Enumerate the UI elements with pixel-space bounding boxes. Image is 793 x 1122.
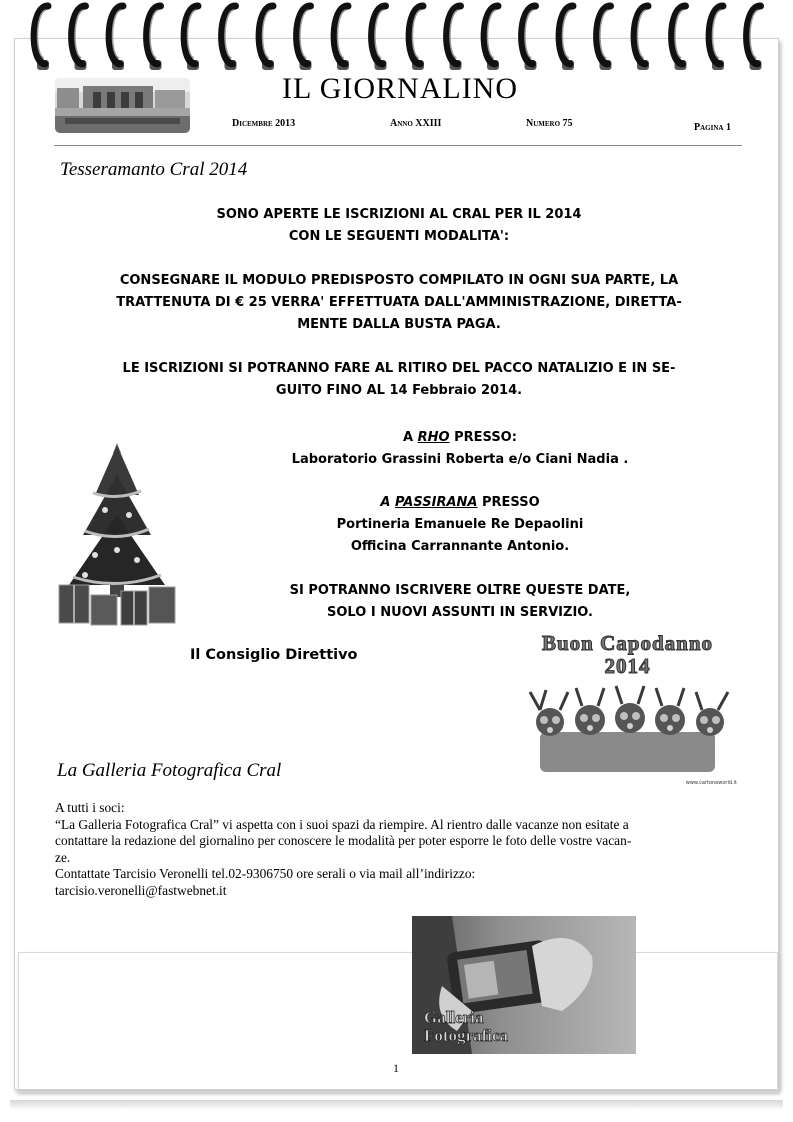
galleria-line: “La Galleria Fotografica Cral” vi aspetta con i suoi spazi da riempire. Al rientro dalle vacanze non esitate a: [55, 816, 629, 832]
page-number: 1: [393, 1061, 399, 1075]
galleria-line: A tutti i soci:: [55, 800, 125, 815]
issue-number: Numero 75: [526, 118, 573, 129]
announcement-intro: [54, 204, 744, 248]
announcement-line: SOLO I NUOVI ASSUNTI IN SERVIZIO.: [327, 605, 593, 620]
announcement-line: MENTE DALLA BUSTA PAGA.: [297, 317, 501, 332]
announcement-line: SONO APERTE LE ISCRIZIONI AL CRAL PER IL 2014: [216, 207, 582, 222]
galleria-line: Contattate Tarcisio Veronelli tel.02-9306750 ore serali o via mail all’indirizzo:: [55, 866, 476, 881]
announcement-line: GUITO FINO AL 14 Febbraio 2014.: [275, 383, 523, 398]
signature-consiglio: Il Consiglio Direttivo: [190, 647, 358, 663]
announcement-line: LE ISCRIZIONI SI POTRANNO FARE AL RITIRO DEL PACCO NATALIZIO E IN SE-: [122, 361, 676, 376]
announcement-dates: [54, 358, 744, 402]
announcement-line: CON LE SEGUENTI MODALITA':: [288, 229, 510, 244]
galleria-line: ze.: [55, 849, 71, 865]
issue-year: Anno XXIII: [390, 118, 442, 129]
rho-place: RHO: [417, 430, 450, 445]
issue-date: Dicembre 2013: [232, 118, 296, 129]
galleria-body: [55, 800, 740, 899]
spiral-binding: [0, 0, 793, 80]
newspaper-title: IL GIORNALINO: [282, 74, 519, 100]
galleria-image-label: Galleria Fotografica: [424, 1008, 509, 1045]
passirana-detail: Portineria Emanuele Re Depaolini: [336, 517, 584, 532]
galleria-line: contattare la redazione del giornalino per conoscere le modalità per poter esporre le foto delle vostre vacan-: [55, 833, 632, 848]
announcement-modulo: [54, 270, 744, 336]
page-label: Pagina 1: [694, 122, 731, 133]
capodanno-site: www.cartoneworld.it: [685, 780, 737, 786]
masthead-photo: [55, 78, 190, 133]
capodanno-image: [510, 632, 745, 792]
header-rule: [54, 145, 742, 146]
capodanno-title: Buon Capodanno 2014: [542, 631, 713, 678]
announcement-line: CONSEGNARE IL MODULO PREDISPOSTO COMPILATO IN OGNI SUA PARTE, LA: [119, 273, 679, 288]
rho-heading: A RHO PRESSO:: [403, 430, 517, 445]
galleria-email[interactable]: tarcisio.veronelli@fastwebnet.it: [55, 882, 227, 898]
announcement-final: [180, 580, 740, 624]
passirana-detail: Officina Carrannante Antonio.: [350, 539, 570, 554]
galleria-title: La Galleria Fotografica Cral: [57, 760, 282, 781]
passirana-heading: A PASSIRANA PRESSO: [380, 495, 540, 510]
galleria-photo: [412, 916, 636, 1054]
christmas-tree-image: [55, 435, 180, 630]
rho-detail: Laboratorio Grassini Roberta e/o Ciani Nadia .: [291, 452, 629, 467]
passirana-place: PASSIRANA: [394, 495, 478, 510]
tesseramento-title: Tesseramanto Cral 2014: [60, 159, 248, 180]
passirana-location: [180, 492, 740, 558]
reindeer-illustration: [510, 682, 745, 787]
announcement-line: TRATTENUTA DI € 25 VERRA' EFFETTUATA DALL'AMMINISTRAZIONE, DIRETTA-: [116, 295, 682, 310]
announcement-line: SI POTRANNO ISCRIVERE OLTRE QUESTE DATE,: [289, 583, 631, 598]
page-shadow: [10, 1100, 783, 1110]
rho-location: [180, 427, 740, 471]
